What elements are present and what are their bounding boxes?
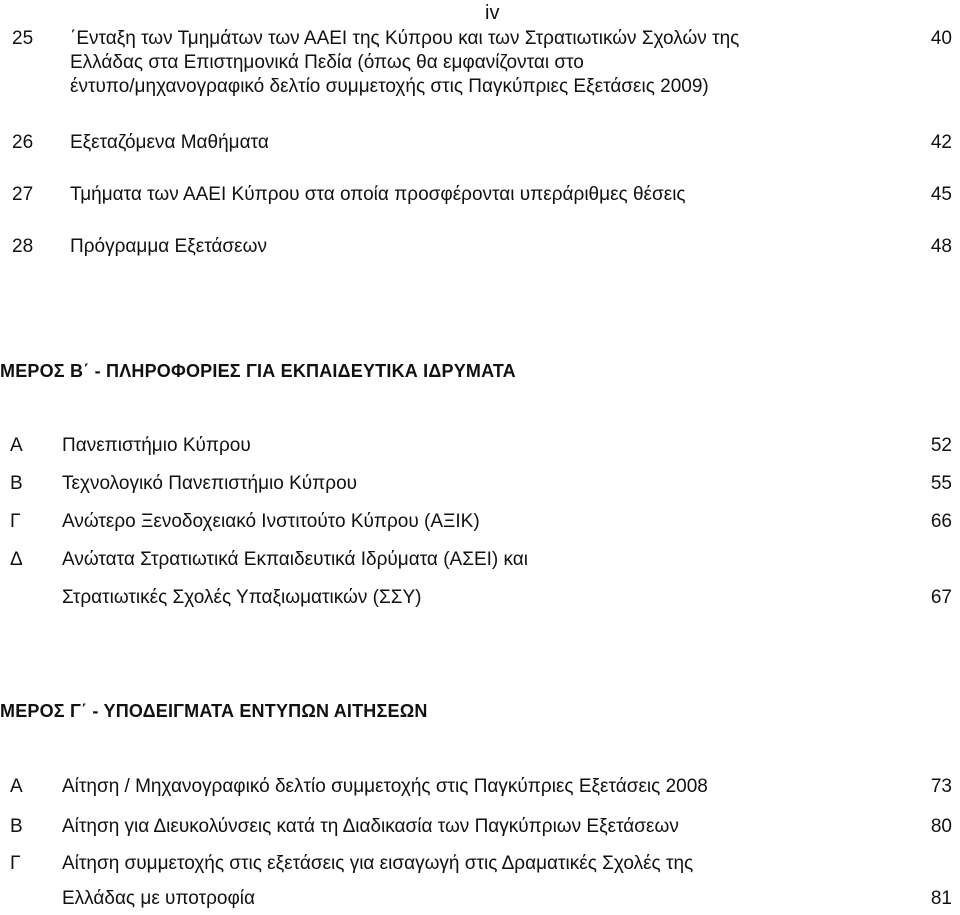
entry-text-line: Τμήματα των ΑΑΕΙ Κύπρου στα οποία προσφέρονται υπεράριθμες θέσεις <box>70 184 686 205</box>
entry-page: 55 <box>930 473 952 494</box>
entry-text-line: Πρόγραμμα Εξετάσεων <box>70 236 267 257</box>
entry-page: 48 <box>930 236 952 257</box>
entry-letter: Β <box>10 816 23 837</box>
entry-letter: Α <box>10 435 23 456</box>
entry-number: 28 <box>12 236 34 257</box>
entry-text-line: Αίτηση για Διευκολύνσεις κατά τη Διαδικασία των Παγκύπριων Εξετάσεων <box>62 816 679 837</box>
entry-page: 40 <box>930 28 952 49</box>
entry-text-line: Πανεπιστήμιο Κύπρου <box>62 435 251 456</box>
entry-page: 67 <box>930 587 952 608</box>
entry-text-line: ΄Ενταξη των Τμημάτων των ΑΑΕΙ της Κύπρου και των Στρατιωτικών Σχολών της <box>70 28 740 49</box>
entry-page: 52 <box>930 435 952 456</box>
entry-text-line: Ανώτατα Στρατιωτικά Εκπαιδευτικά Ιδρύματα (ΑΣΕΙ) και <box>62 549 528 570</box>
entry-letter: Γ <box>10 511 21 532</box>
entry-letter: Β <box>10 473 23 494</box>
entry-page: 45 <box>930 184 952 205</box>
entry-text-line: Ανώτερο Ξενοδοχειακό Ινστιτούτο Κύπρου (ΑΞΙΚ) <box>62 511 480 532</box>
section-title: ΜΕΡΟΣ Β΄ - ΠΛΗΡΟΦΟΡΙΕΣ ΓΙΑ ΕΚΠΑΙΔΕΥΤΙΚΑ ΙΔΡΥΜΑΤΑ <box>0 361 516 381</box>
entry-page: 42 <box>930 132 952 153</box>
section-title: ΜΕΡΟΣ Γ΄ - ΥΠΟΔΕΙΓΜΑΤΑ ΕΝΤΥΠΩΝ ΑΙΤΗΣΕΩΝ <box>0 701 428 721</box>
entry-page: 81 <box>930 888 952 909</box>
entry-text-line: Αίτηση συμμετοχής στις εξετάσεις για εισαγωγή στις Δραματικές Σχολές της <box>62 853 694 874</box>
entry-letter: Γ <box>10 853 21 874</box>
entry-text-line: Εξεταζόμενα Μαθήματα <box>70 132 269 153</box>
entry-text-line: Τεχνολογικό Πανεπιστήμιο Κύπρου <box>62 473 358 494</box>
entry-text-line: έντυπο/μηχανογραφικό δελτίο συμμετοχής στις Παγκύπριες Εξετάσεις 2009) <box>70 76 709 97</box>
entry-page: 73 <box>930 776 952 797</box>
entry-text-line: Στρατιωτικές Σχολές Υπαξιωματικών (ΣΣΥ) <box>62 587 422 608</box>
entry-letter: Δ <box>10 549 23 570</box>
entry-text-line: Ελλάδας με υποτροφία <box>62 888 255 909</box>
entry-letter: Α <box>10 776 23 797</box>
page-number: iv <box>485 2 500 24</box>
entry-number: 26 <box>12 132 34 153</box>
entry-number: 27 <box>12 184 34 205</box>
entry-page: 66 <box>930 511 952 532</box>
entry-text-line: Ελλάδας στα Επιστημονικά Πεδία (όπως θα εμφανίζονται στο <box>70 52 584 73</box>
entry-page: 80 <box>930 816 952 837</box>
entry-number: 25 <box>12 28 34 49</box>
entry-text-line: Αίτηση / Μηχανογραφικό δελτίο συμμετοχής στις Παγκύπριες Εξετάσεις 2008 <box>62 776 708 797</box>
